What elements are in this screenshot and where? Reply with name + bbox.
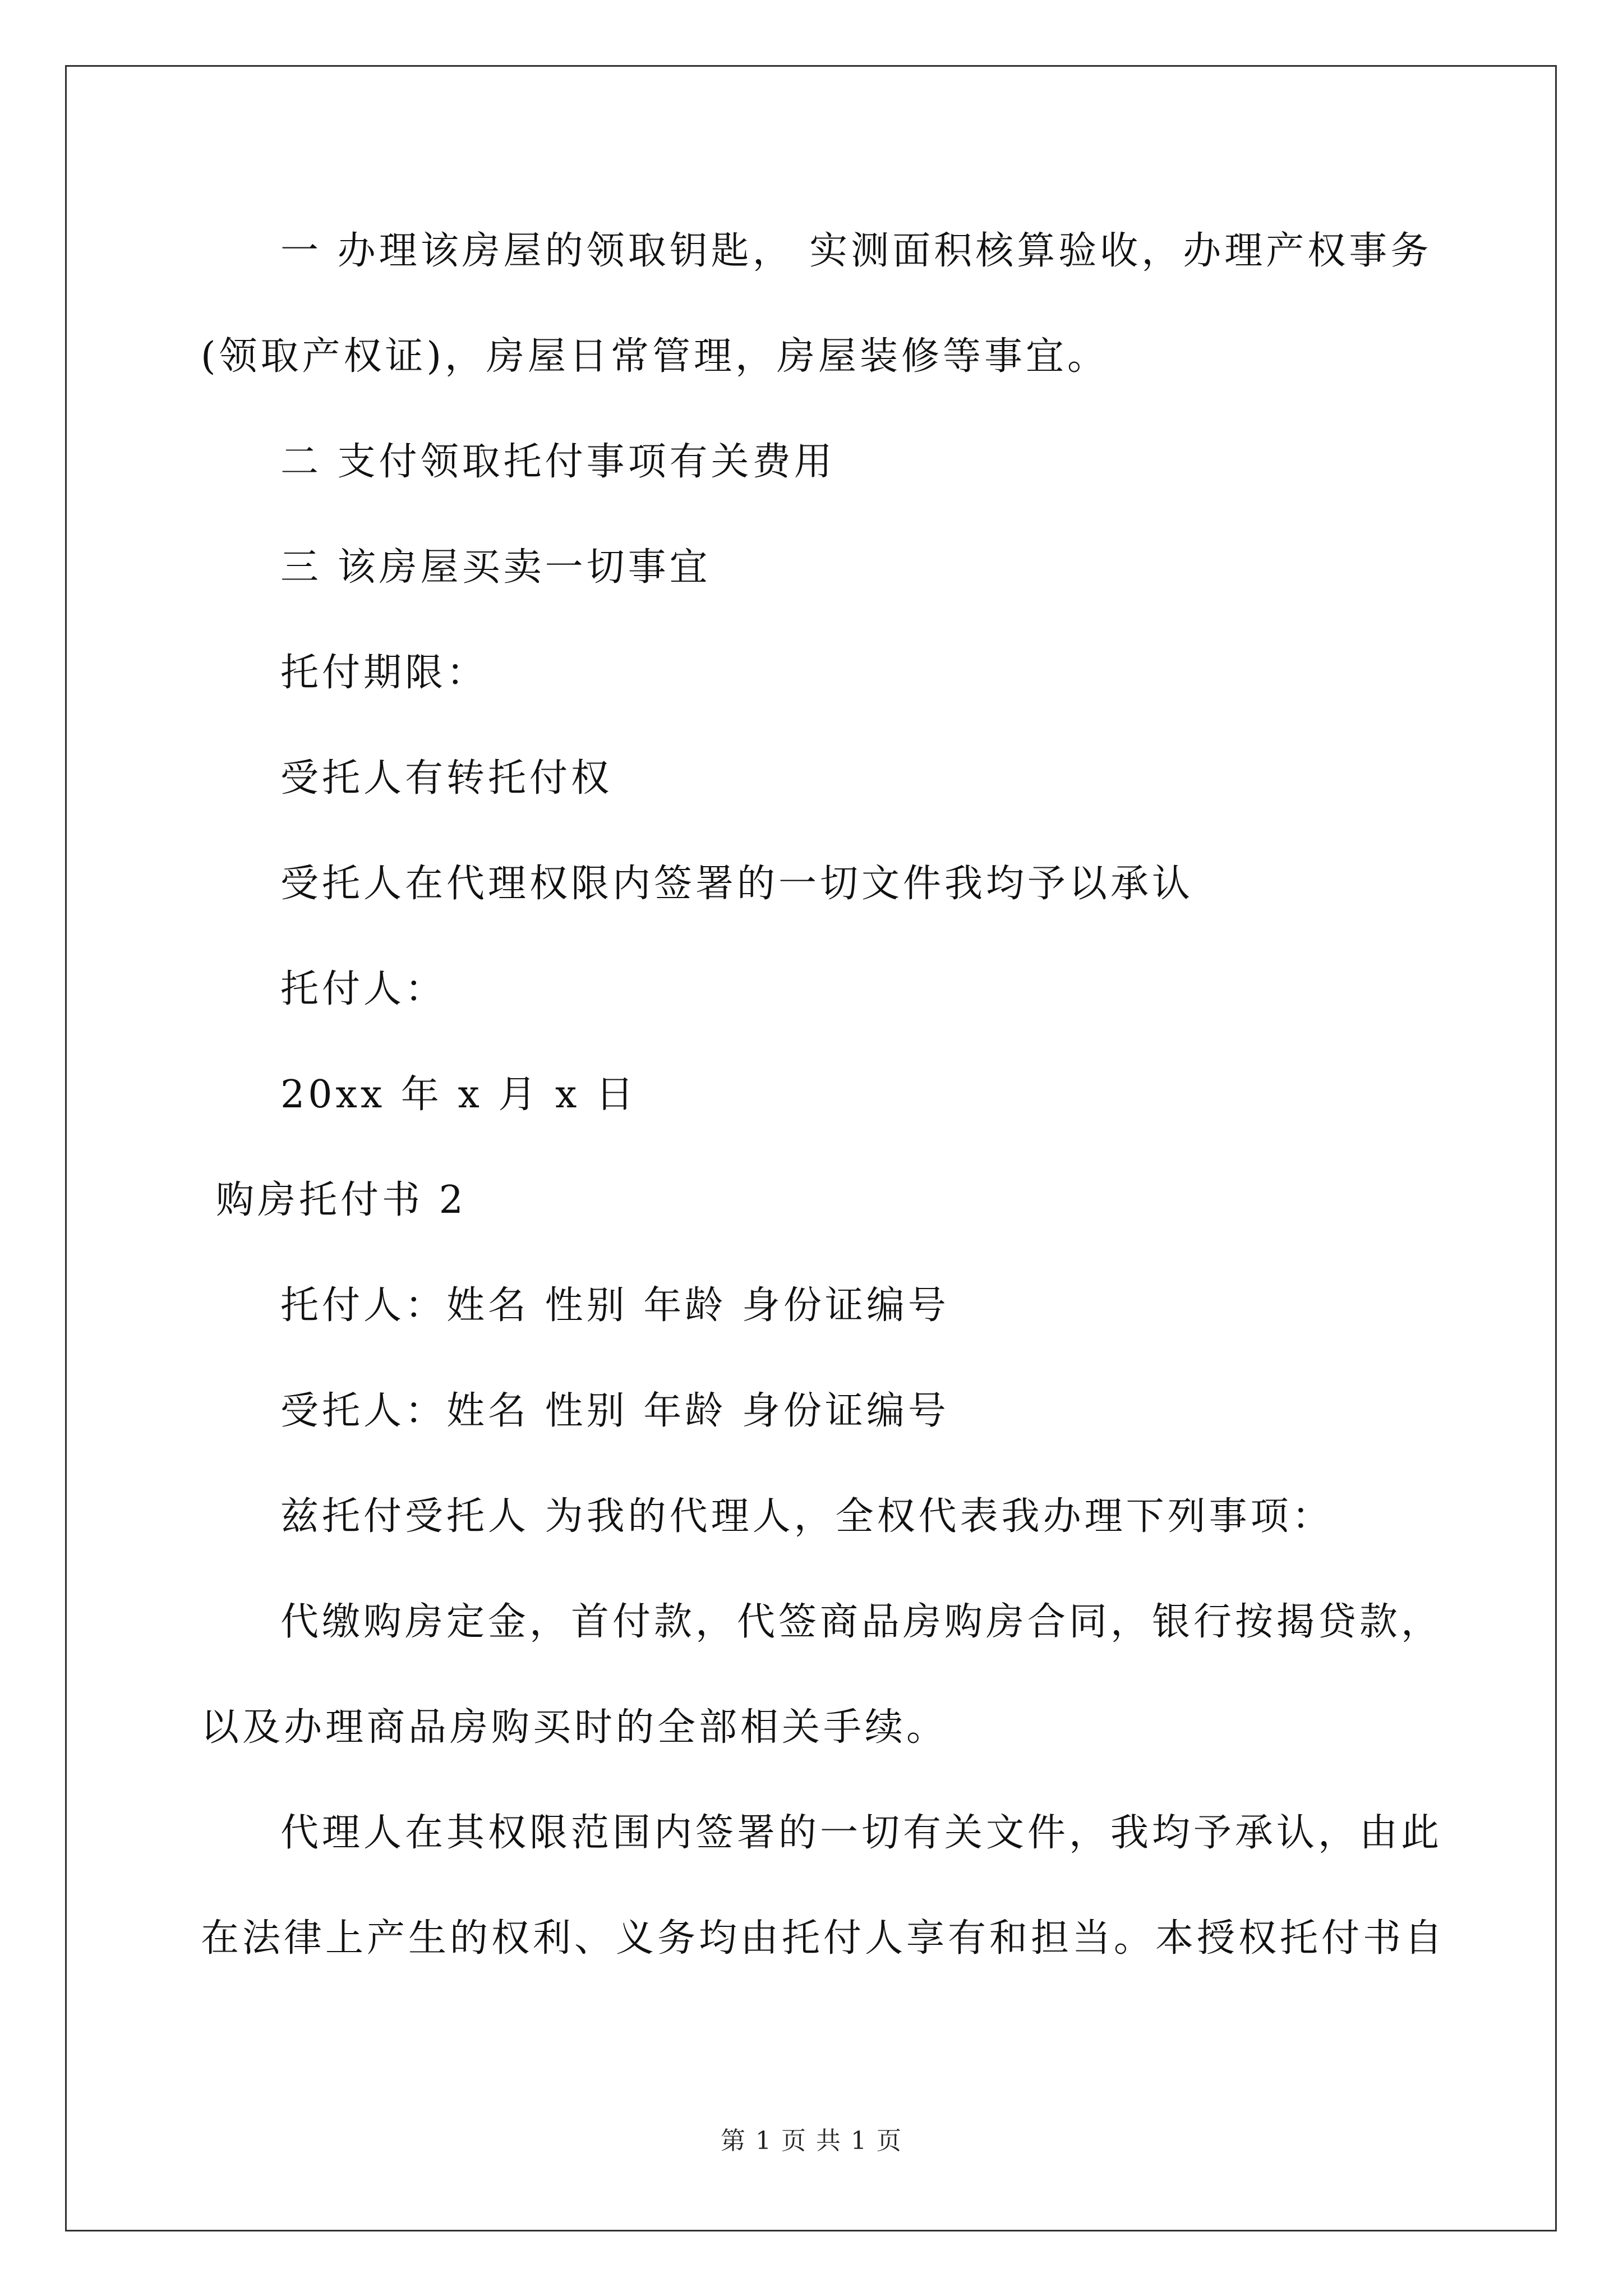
paragraph-line: 受托人在代理权限内签署的一切文件我均予以承认 [280, 862, 1194, 906]
paragraph-line: 托付人：姓名 性别 年龄 身份证编号 [280, 1283, 949, 1328]
paragraph-line: 代缴购房定金，首付款，代签商品房购房合同，银行按揭贷款， [280, 1600, 1443, 1644]
paragraph-line: 托付期限： [280, 651, 488, 695]
paragraph-line: 在法律上产生的权利、义务均由托付人享有和担当。本授权托付书自 [201, 1916, 1446, 1961]
section-heading: 购房托付书 2 [216, 1178, 467, 1222]
paragraph-line: (领取产权证)，房屋日常管理，房屋装修等事宜。 [201, 334, 1109, 379]
page-frame [65, 65, 1557, 2231]
paragraph-line: 兹托付受托人 为我的代理人，全权代表我办理下列事项： [280, 1494, 1334, 1539]
paragraph-line: 一 办理该房屋的领取钥匙， 实测面积核算验收，办理产权事务 [280, 229, 1432, 273]
page-footer: 第 1 页 共 1 页 [721, 2127, 902, 2155]
paragraph-line: 二 支付领取托付事项有关费用 [280, 440, 836, 484]
paragraph-line: 托付人： [280, 967, 447, 1011]
paragraph-line: 代理人在其权限范围内签署的一切有关文件，我均予承认，由此 [280, 1811, 1443, 1855]
paragraph-line: 三 该房屋买卖一切事宜 [280, 545, 711, 590]
date-line: 20xx 年 x 月 x 日 [280, 1073, 638, 1117]
paragraph-line: 受托人有转托付权 [280, 756, 613, 800]
paragraph-line: 以及办理商品房购买时的全部相关手续。 [201, 1705, 948, 1750]
paragraph-line: 受托人：姓名 性别 年龄 身份证编号 [280, 1389, 949, 1433]
